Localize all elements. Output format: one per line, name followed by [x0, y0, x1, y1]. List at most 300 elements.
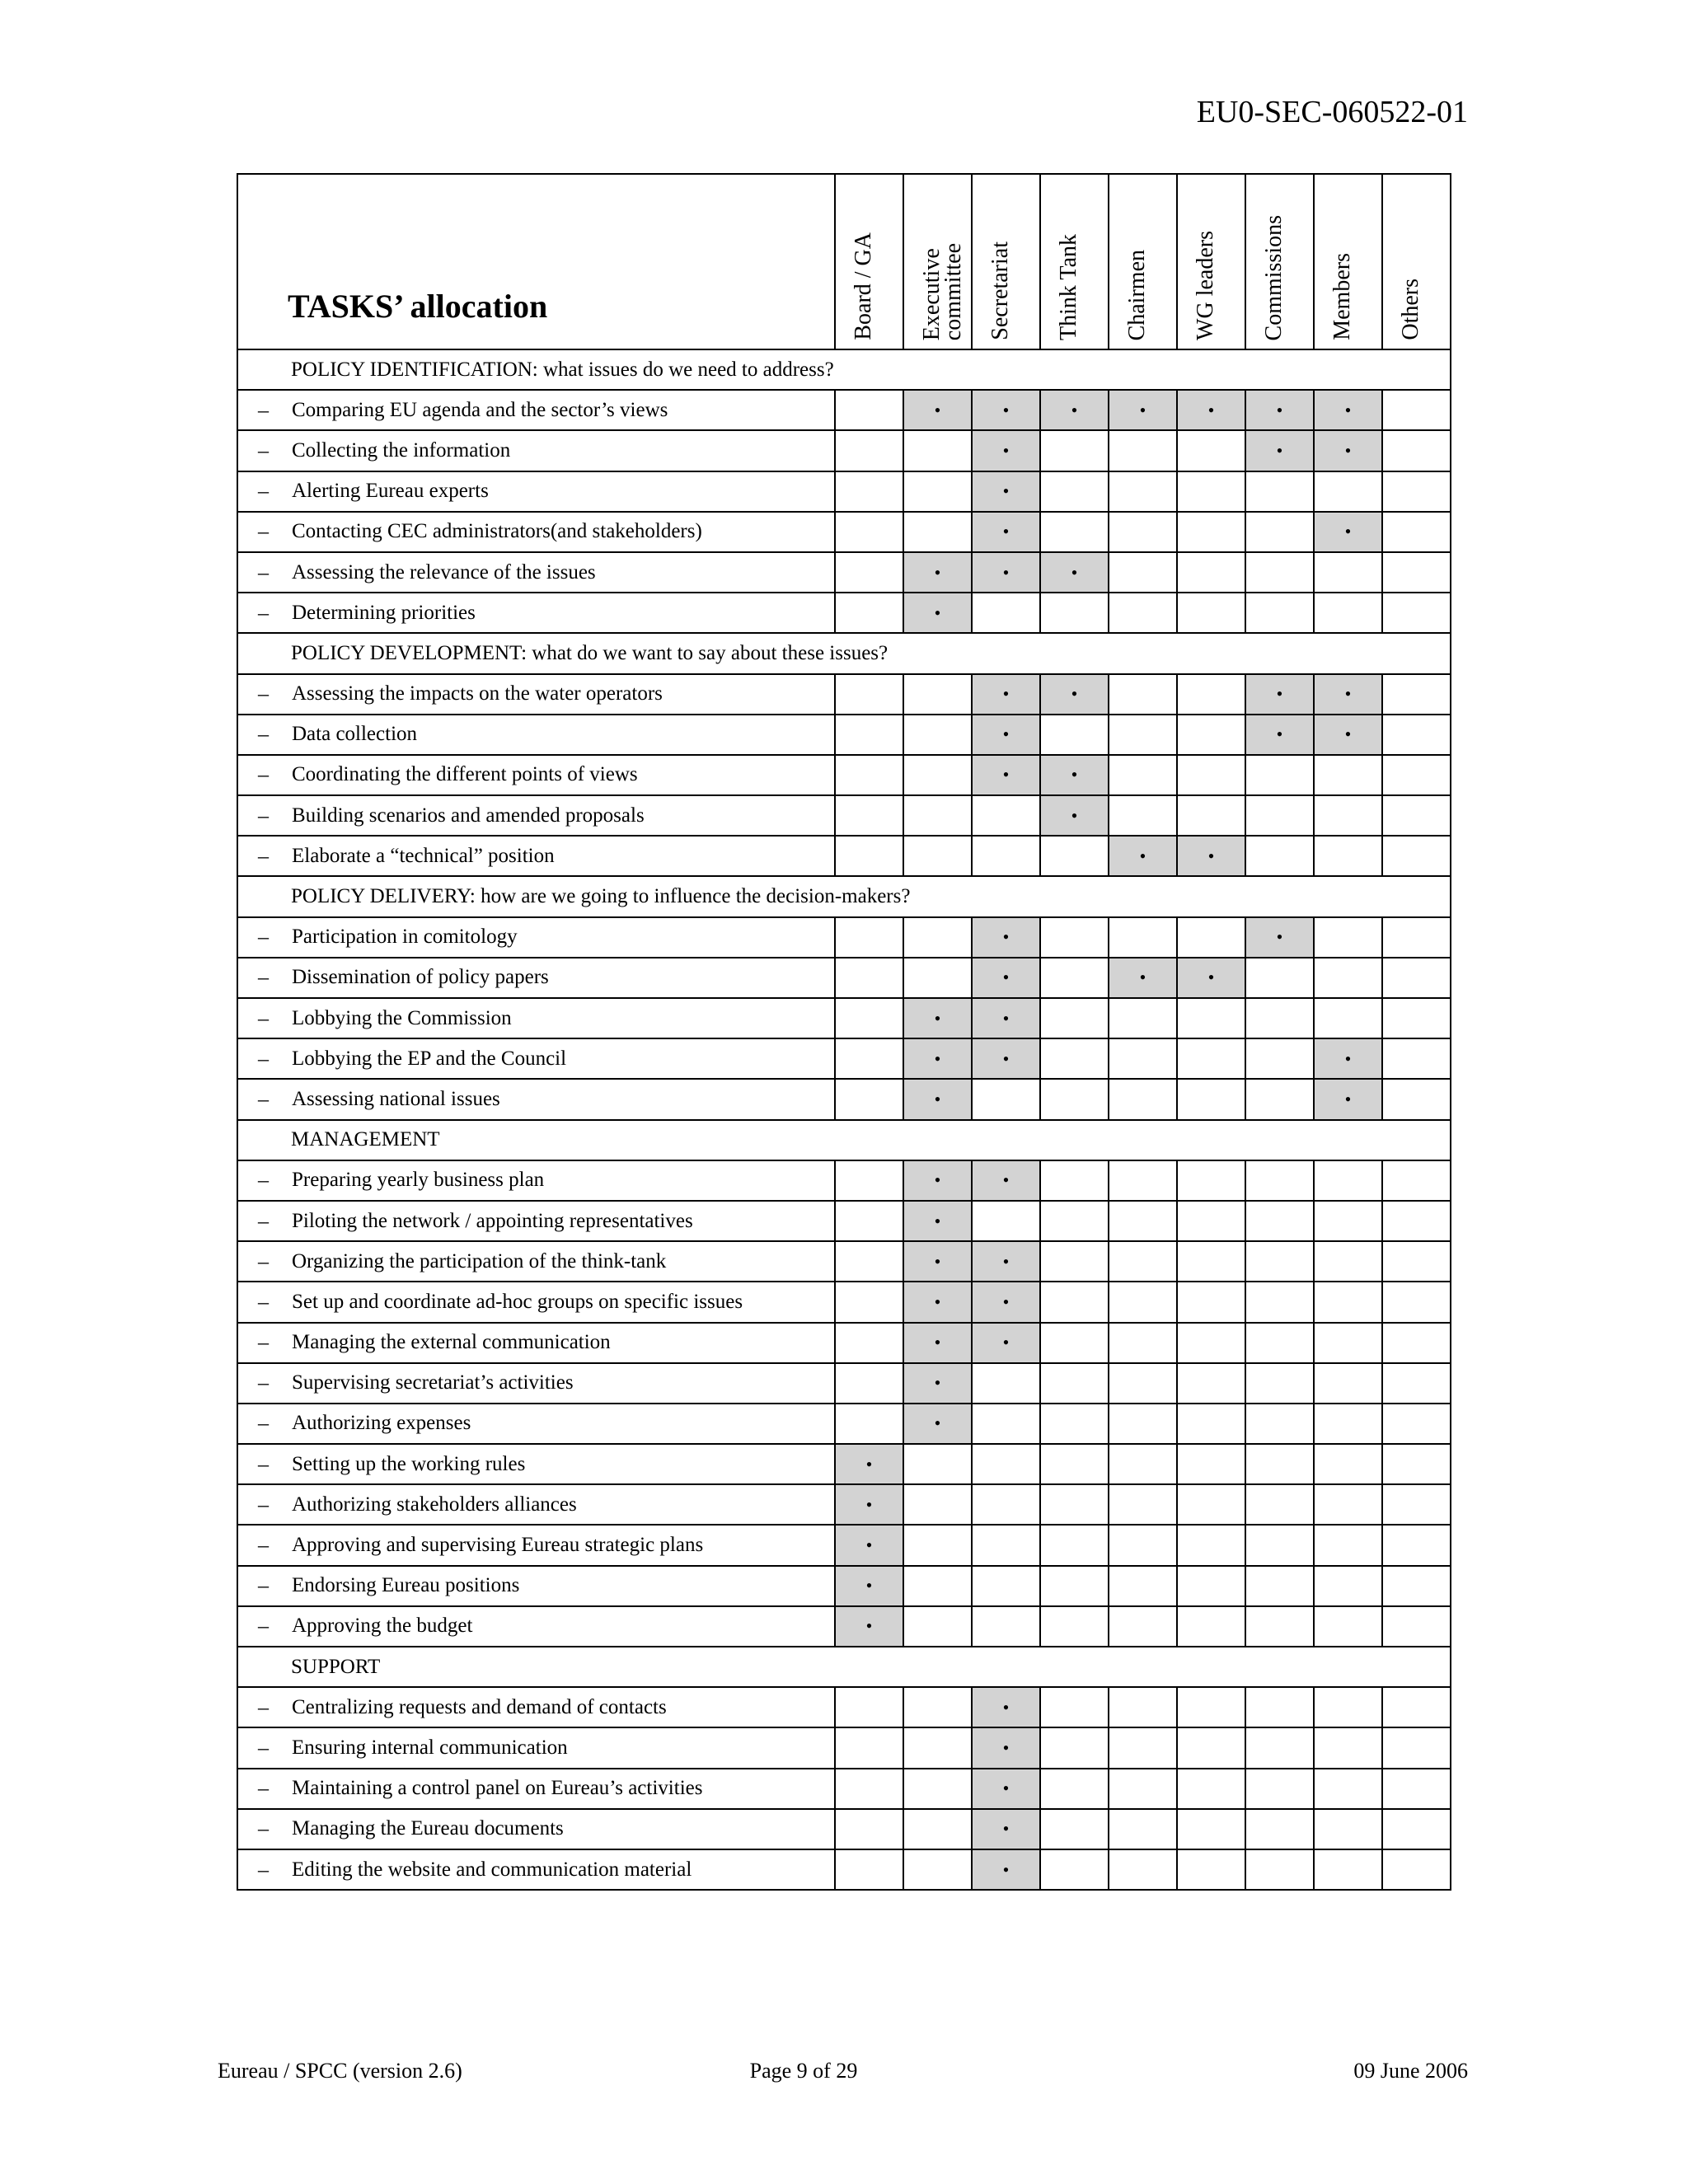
allocation-empty-cell [835, 836, 903, 876]
allocation-empty-cell [1382, 1606, 1451, 1647]
section-heading: POLICY DELIVERY: how are we going to influence the decision-makers? [237, 876, 1451, 916]
allocation-empty-cell [1314, 1484, 1382, 1525]
allocation-mark-cell: • [972, 1809, 1040, 1849]
allocation-empty-cell [1109, 512, 1177, 552]
allocation-mark-cell: • [1314, 715, 1382, 755]
allocation-empty-cell [903, 1444, 972, 1484]
allocation-empty-cell [1314, 1241, 1382, 1282]
allocation-mark-cell: • [972, 552, 1040, 593]
task-label: Authorizing expenses [288, 1404, 835, 1444]
allocation-mark-cell: • [1109, 390, 1177, 430]
dash-bullet: – [237, 1201, 288, 1241]
allocation-empty-cell [903, 1849, 972, 1890]
allocation-empty-cell [1382, 1079, 1451, 1119]
allocation-empty-cell [972, 1404, 1040, 1444]
allocation-empty-cell [1109, 998, 1177, 1038]
allocation-empty-cell [1109, 1160, 1177, 1201]
allocation-empty-cell [1177, 1282, 1245, 1322]
allocation-empty-cell [835, 1282, 903, 1322]
allocation-empty-cell [1109, 593, 1177, 633]
allocation-empty-cell [1109, 430, 1177, 471]
allocation-empty-cell [1382, 512, 1451, 552]
allocation-empty-cell [835, 715, 903, 755]
allocation-empty-cell [1382, 836, 1451, 876]
task-label: Elaborate a “technical” position [288, 836, 835, 876]
task-label: Alerting Eureau experts [288, 471, 835, 512]
allocation-empty-cell [903, 674, 972, 715]
table-title: TASKS’ allocation [288, 288, 548, 325]
allocation-empty-cell [1382, 755, 1451, 795]
allocation-empty-cell [1040, 1727, 1109, 1768]
allocation-mark-cell: • [903, 1363, 972, 1404]
allocation-empty-cell [1109, 755, 1177, 795]
allocation-empty-cell [1177, 755, 1245, 795]
table-title-cell [237, 174, 835, 349]
allocation-empty-cell [1040, 917, 1109, 958]
allocation-empty-cell [1109, 1727, 1177, 1768]
allocation-empty-cell [1177, 1809, 1245, 1849]
allocation-empty-cell [1382, 1484, 1451, 1525]
allocation-empty-cell [903, 1687, 972, 1727]
allocation-empty-cell [1382, 1038, 1451, 1079]
task-row [237, 1282, 1451, 1322]
document-reference: EU0-SEC-060522-01 [1196, 95, 1468, 129]
allocation-mark-cell: • [903, 1323, 972, 1363]
allocation-empty-cell [903, 512, 972, 552]
task-label: Endorsing Eureau positions [288, 1566, 835, 1606]
allocation-empty-cell [835, 390, 903, 430]
allocation-empty-cell [1314, 1525, 1382, 1565]
dash-bullet: – [237, 1727, 288, 1768]
task-label: Ensuring internal communication [288, 1727, 835, 1768]
task-label: Editing the website and communication material [288, 1849, 835, 1890]
task-label: Building scenarios and amended proposals [288, 795, 835, 836]
task-label: Comparing EU agenda and the sector’s views [288, 390, 835, 430]
allocation-empty-cell [1382, 1727, 1451, 1768]
allocation-empty-cell [903, 715, 972, 755]
allocation-empty-cell [1040, 715, 1109, 755]
allocation-empty-cell [1245, 1687, 1314, 1727]
allocation-empty-cell [1314, 917, 1382, 958]
task-label: Assessing the relevance of the issues [288, 552, 835, 593]
task-label: Lobbying the Commission [288, 998, 835, 1038]
allocation-mark-cell: • [972, 1323, 1040, 1363]
allocation-empty-cell [1109, 1038, 1177, 1079]
task-row [237, 471, 1451, 512]
allocation-empty-cell [835, 1404, 903, 1444]
allocation-empty-cell [1040, 512, 1109, 552]
column-header [1382, 174, 1451, 349]
allocation-empty-cell [1382, 1160, 1451, 1201]
task-row [237, 1160, 1451, 1201]
allocation-empty-cell [1177, 1038, 1245, 1079]
allocation-mark-cell: • [972, 1849, 1040, 1890]
allocation-empty-cell [1040, 1566, 1109, 1606]
allocation-empty-cell [1382, 795, 1451, 836]
allocation-empty-cell [835, 958, 903, 998]
task-row [237, 390, 1451, 430]
column-header-label: Members [1329, 253, 1355, 340]
allocation-mark-cell: • [972, 471, 1040, 512]
allocation-empty-cell [1177, 1606, 1245, 1647]
allocation-empty-cell [1040, 1404, 1109, 1444]
dash-bullet: – [237, 1323, 288, 1363]
allocation-mark-cell: • [903, 1404, 972, 1444]
task-row [237, 1606, 1451, 1647]
allocation-empty-cell [1314, 755, 1382, 795]
allocation-empty-cell [972, 1606, 1040, 1647]
column-header-label: Board / GA [850, 232, 876, 340]
allocation-empty-cell [1314, 1769, 1382, 1809]
dash-bullet: – [237, 1160, 288, 1201]
allocation-mark-cell: • [1245, 390, 1314, 430]
column-header-label: Executive committee [918, 242, 966, 340]
task-row [237, 998, 1451, 1038]
allocation-empty-cell [1040, 1038, 1109, 1079]
allocation-empty-cell [835, 674, 903, 715]
dash-bullet: – [237, 1404, 288, 1444]
column-header-label: Secretariat [987, 241, 1013, 340]
allocation-empty-cell [972, 1566, 1040, 1606]
allocation-mark-cell: • [1040, 795, 1109, 836]
section-row [237, 349, 1451, 390]
allocation-empty-cell [1040, 958, 1109, 998]
allocation-empty-cell [1314, 1727, 1382, 1768]
tasks-allocation-table [237, 173, 1451, 1891]
task-label: Participation in comitology [288, 917, 835, 958]
allocation-empty-cell [1245, 1160, 1314, 1201]
allocation-empty-cell [835, 1769, 903, 1809]
allocation-mark-cell: • [1314, 1038, 1382, 1079]
allocation-mark-cell: • [1040, 755, 1109, 795]
allocation-mark-cell: • [972, 1282, 1040, 1322]
allocation-empty-cell [903, 1566, 972, 1606]
allocation-empty-cell [1177, 593, 1245, 633]
dash-bullet: – [237, 917, 288, 958]
task-row [237, 1525, 1451, 1565]
allocation-empty-cell [1314, 1849, 1382, 1890]
allocation-empty-cell [1109, 1849, 1177, 1890]
allocation-empty-cell [1314, 1404, 1382, 1444]
allocation-empty-cell [1109, 1363, 1177, 1404]
dash-bullet: – [237, 795, 288, 836]
allocation-empty-cell [1314, 1363, 1382, 1404]
allocation-empty-cell [835, 471, 903, 512]
allocation-mark-cell: • [1177, 958, 1245, 998]
allocation-empty-cell [1382, 1809, 1451, 1849]
allocation-empty-cell [1109, 1525, 1177, 1565]
allocation-empty-cell [835, 1323, 903, 1363]
allocation-empty-cell [835, 593, 903, 633]
allocation-empty-cell [835, 1687, 903, 1727]
dash-bullet: – [237, 836, 288, 876]
allocation-mark-cell: • [903, 1201, 972, 1241]
dash-bullet: – [237, 1566, 288, 1606]
allocation-empty-cell [903, 471, 972, 512]
section-row [237, 1120, 1451, 1160]
task-label: Collecting the information [288, 430, 835, 471]
column-header [903, 174, 972, 349]
dash-bullet: – [237, 1525, 288, 1565]
allocation-mark-cell: • [972, 1727, 1040, 1768]
allocation-empty-cell [1040, 1525, 1109, 1565]
column-header-label: Others [1397, 279, 1423, 340]
allocation-mark-cell: • [903, 1241, 972, 1282]
allocation-empty-cell [1177, 1849, 1245, 1890]
allocation-mark-cell: • [1177, 390, 1245, 430]
allocation-empty-cell [1040, 471, 1109, 512]
allocation-mark-cell: • [1314, 390, 1382, 430]
allocation-empty-cell [1109, 795, 1177, 836]
task-label: Managing the Eureau documents [288, 1809, 835, 1849]
allocation-empty-cell [972, 1079, 1040, 1119]
allocation-empty-cell [835, 1160, 903, 1201]
dash-bullet: – [237, 1038, 288, 1079]
allocation-mark-cell: • [835, 1606, 903, 1647]
allocation-empty-cell [1245, 1201, 1314, 1241]
allocation-mark-cell: • [972, 512, 1040, 552]
allocation-empty-cell [1314, 593, 1382, 633]
allocation-empty-cell [1382, 715, 1451, 755]
allocation-empty-cell [1382, 471, 1451, 512]
column-header-label: Chairmen [1123, 249, 1150, 340]
allocation-empty-cell [1245, 1769, 1314, 1809]
allocation-empty-cell [835, 755, 903, 795]
allocation-empty-cell [1245, 1606, 1314, 1647]
allocation-empty-cell [1040, 1849, 1109, 1890]
allocation-empty-cell [835, 795, 903, 836]
allocation-mark-cell: • [903, 998, 972, 1038]
allocation-empty-cell [835, 1727, 903, 1768]
allocation-empty-cell [1245, 1323, 1314, 1363]
allocation-empty-cell [1382, 1201, 1451, 1241]
section-heading: MANAGEMENT [237, 1120, 1451, 1160]
allocation-empty-cell [1245, 471, 1314, 512]
allocation-mark-cell: • [972, 390, 1040, 430]
allocation-empty-cell [1314, 1201, 1382, 1241]
allocation-empty-cell [1245, 552, 1314, 593]
allocation-empty-cell [1040, 1282, 1109, 1322]
task-row [237, 1201, 1451, 1241]
allocation-empty-cell [1109, 1566, 1177, 1606]
allocation-empty-cell [1245, 1809, 1314, 1849]
task-row [237, 552, 1451, 593]
dash-bullet: – [237, 1687, 288, 1727]
allocation-empty-cell [1382, 917, 1451, 958]
allocation-mark-cell: • [1109, 836, 1177, 876]
allocation-mark-cell: • [1314, 674, 1382, 715]
allocation-empty-cell [1245, 512, 1314, 552]
allocation-empty-cell [1109, 552, 1177, 593]
allocation-empty-cell [1245, 593, 1314, 633]
allocation-empty-cell [1382, 1687, 1451, 1727]
allocation-mark-cell: • [903, 390, 972, 430]
allocation-empty-cell [1245, 1849, 1314, 1890]
allocation-empty-cell [835, 1809, 903, 1849]
allocation-empty-cell [1109, 1323, 1177, 1363]
allocation-empty-cell [1245, 1404, 1314, 1444]
allocation-mark-cell: • [835, 1566, 903, 1606]
allocation-empty-cell [1314, 552, 1382, 593]
dash-bullet: – [237, 998, 288, 1038]
allocation-mark-cell: • [1245, 674, 1314, 715]
allocation-empty-cell [1040, 836, 1109, 876]
dash-bullet: – [237, 390, 288, 430]
allocation-empty-cell [1314, 1687, 1382, 1727]
allocation-empty-cell [1040, 1241, 1109, 1282]
dash-bullet: – [237, 1606, 288, 1647]
allocation-mark-cell: • [972, 1241, 1040, 1282]
allocation-empty-cell [972, 1484, 1040, 1525]
allocation-empty-cell [1382, 1525, 1451, 1565]
task-label: Centralizing requests and demand of contacts [288, 1687, 835, 1727]
section-row [237, 633, 1451, 673]
allocation-empty-cell [1177, 1404, 1245, 1444]
allocation-empty-cell [835, 512, 903, 552]
dash-bullet: – [237, 471, 288, 512]
column-header [972, 174, 1040, 349]
allocation-empty-cell [1040, 1201, 1109, 1241]
allocation-empty-cell [1314, 1809, 1382, 1849]
allocation-empty-cell [1382, 1241, 1451, 1282]
allocation-empty-cell [1314, 1444, 1382, 1484]
dash-bullet: – [237, 1444, 288, 1484]
allocation-empty-cell [1245, 998, 1314, 1038]
allocation-empty-cell [1382, 1769, 1451, 1809]
task-label: Approving and supervising Eureau strategic plans [288, 1525, 835, 1565]
allocation-empty-cell [835, 1038, 903, 1079]
allocation-mark-cell: • [972, 1038, 1040, 1079]
allocation-empty-cell [1040, 1079, 1109, 1119]
dash-bullet: – [237, 593, 288, 633]
task-row [237, 1444, 1451, 1484]
dash-bullet: – [237, 1484, 288, 1525]
task-row [237, 958, 1451, 998]
task-row [237, 1769, 1451, 1809]
allocation-empty-cell [1177, 1241, 1245, 1282]
allocation-empty-cell [835, 1201, 903, 1241]
allocation-empty-cell [1314, 795, 1382, 836]
dash-bullet: – [237, 552, 288, 593]
allocation-mark-cell: • [972, 430, 1040, 471]
allocation-empty-cell [903, 1769, 972, 1809]
allocation-empty-cell [903, 1525, 972, 1565]
task-label: Lobbying the EP and the Council [288, 1038, 835, 1079]
task-label: Approving the budget [288, 1606, 835, 1647]
task-label: Determining priorities [288, 593, 835, 633]
task-row [237, 1687, 1451, 1727]
allocation-mark-cell: • [1040, 552, 1109, 593]
allocation-empty-cell [903, 1727, 972, 1768]
task-label: Coordinating the different points of views [288, 755, 835, 795]
allocation-empty-cell [1109, 471, 1177, 512]
allocation-empty-cell [1177, 917, 1245, 958]
task-row [237, 674, 1451, 715]
task-row [237, 1404, 1451, 1444]
allocation-empty-cell [1314, 471, 1382, 512]
allocation-empty-cell [1177, 1444, 1245, 1484]
allocation-empty-cell [1382, 1849, 1451, 1890]
allocation-empty-cell [1109, 1484, 1177, 1525]
allocation-empty-cell [1177, 1323, 1245, 1363]
allocation-empty-cell [1109, 1282, 1177, 1322]
allocation-empty-cell [1314, 1282, 1382, 1322]
task-label: Dissemination of policy papers [288, 958, 835, 998]
task-label: Supervising secretariat’s activities [288, 1363, 835, 1404]
dash-bullet: – [237, 512, 288, 552]
allocation-empty-cell [835, 998, 903, 1038]
allocation-empty-cell [835, 430, 903, 471]
task-label: Preparing yearly business plan [288, 1160, 835, 1201]
allocation-empty-cell [903, 1484, 972, 1525]
task-label: Piloting the network / appointing representatives [288, 1201, 835, 1241]
task-label: Assessing national issues [288, 1079, 835, 1119]
section-row [237, 876, 1451, 916]
allocation-empty-cell [1382, 998, 1451, 1038]
allocation-empty-cell [1382, 1444, 1451, 1484]
allocation-empty-cell [1177, 795, 1245, 836]
allocation-empty-cell [1382, 593, 1451, 633]
allocation-empty-cell [1177, 1727, 1245, 1768]
column-header [1245, 174, 1314, 349]
allocation-empty-cell [1245, 958, 1314, 998]
allocation-mark-cell: • [835, 1525, 903, 1565]
column-header [1040, 174, 1109, 349]
allocation-empty-cell [1040, 1160, 1109, 1201]
allocation-empty-cell [1382, 1363, 1451, 1404]
allocation-empty-cell [1314, 1160, 1382, 1201]
allocation-empty-cell [903, 836, 972, 876]
allocation-empty-cell [1109, 1079, 1177, 1119]
allocation-empty-cell [1177, 1079, 1245, 1119]
allocation-empty-cell [903, 795, 972, 836]
allocation-empty-cell [1382, 1282, 1451, 1322]
allocation-mark-cell: • [1040, 674, 1109, 715]
allocation-empty-cell [1177, 471, 1245, 512]
dash-bullet: – [237, 1849, 288, 1890]
allocation-mark-cell: • [1245, 430, 1314, 471]
allocation-empty-cell [835, 1079, 903, 1119]
dash-bullet: – [237, 1241, 288, 1282]
column-header [1109, 174, 1177, 349]
allocation-empty-cell [1040, 1809, 1109, 1849]
allocation-empty-cell [972, 836, 1040, 876]
allocation-mark-cell: • [835, 1444, 903, 1484]
allocation-mark-cell: • [1314, 1079, 1382, 1119]
allocation-empty-cell [1109, 1769, 1177, 1809]
task-row [237, 593, 1451, 633]
section-heading: POLICY DEVELOPMENT: what do we want to say about these issues? [237, 633, 1451, 673]
allocation-empty-cell [972, 1525, 1040, 1565]
allocation-empty-cell [835, 1363, 903, 1404]
allocation-empty-cell [1245, 1727, 1314, 1768]
allocation-mark-cell: • [972, 917, 1040, 958]
allocation-empty-cell [1382, 1323, 1451, 1363]
allocation-empty-cell [1177, 1484, 1245, 1525]
allocation-mark-cell: • [1314, 512, 1382, 552]
task-row [237, 917, 1451, 958]
allocation-empty-cell [1314, 958, 1382, 998]
allocation-empty-cell [972, 1201, 1040, 1241]
allocation-mark-cell: • [1245, 917, 1314, 958]
allocation-mark-cell: • [903, 1160, 972, 1201]
allocation-empty-cell [1177, 1363, 1245, 1404]
section-heading: SUPPORT [237, 1647, 1451, 1687]
column-header-label: Commissions [1260, 214, 1287, 340]
allocation-empty-cell [1177, 715, 1245, 755]
footer-date: 09 June 2006 [1353, 2059, 1468, 2083]
allocation-empty-cell [1245, 1363, 1314, 1404]
